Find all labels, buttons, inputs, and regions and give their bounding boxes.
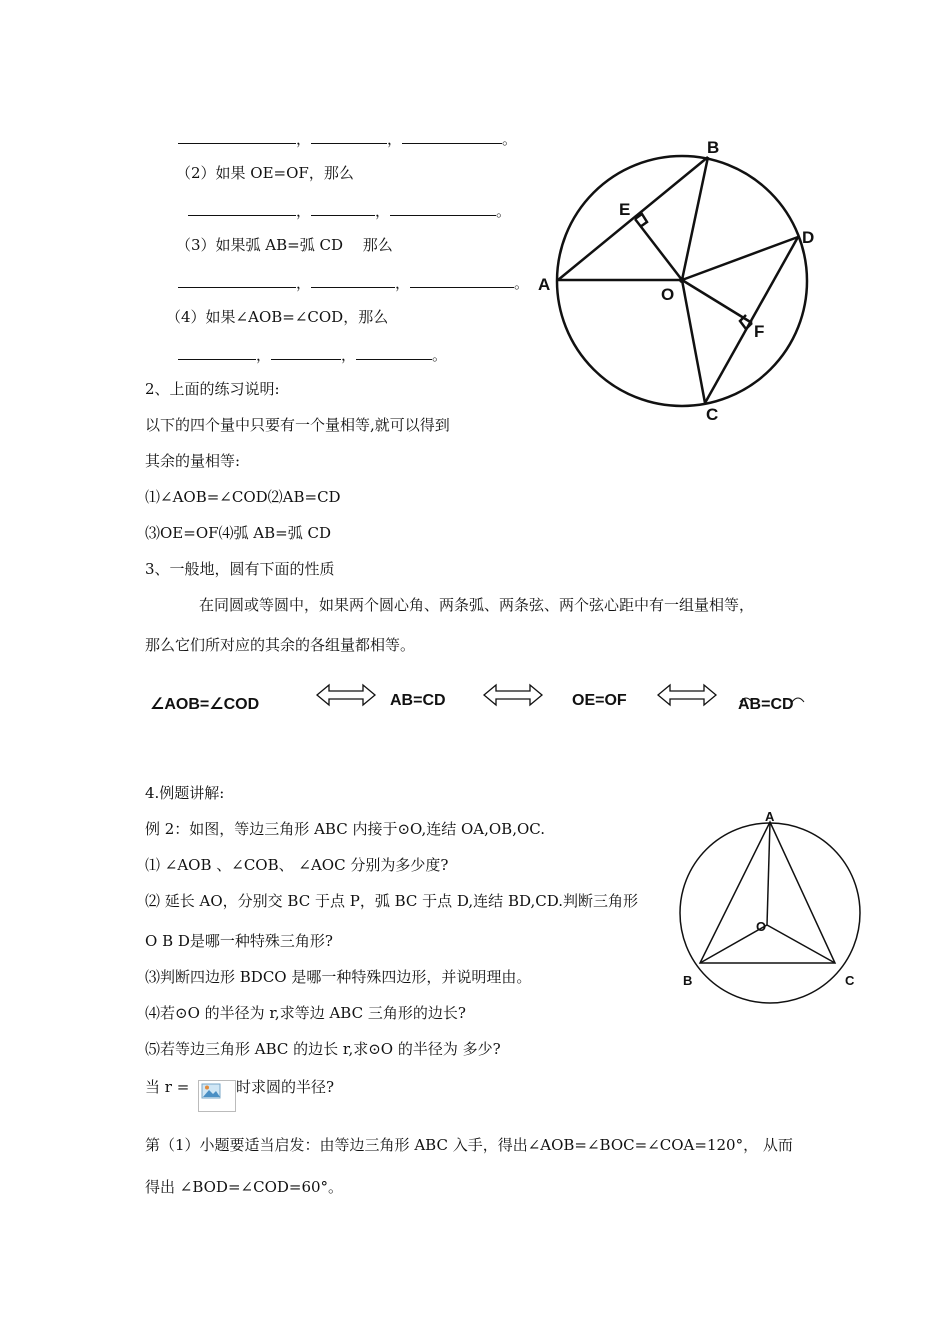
label-B: B <box>683 973 693 988</box>
label-D: D <box>802 228 815 247</box>
figure-inscribed-triangle <box>670 805 885 1005</box>
when-prefix: 当 r = <box>145 1078 190 1096</box>
label-F: F <box>754 322 765 341</box>
label-O: O <box>756 919 767 934</box>
section2-line3: ⑴∠AOB=∠COD⑵AB=CD <box>145 488 341 506</box>
arc-mark-icon <box>738 692 808 706</box>
double-arrow-icon <box>315 683 377 707</box>
label-C: C <box>706 405 719 424</box>
hint-line1: 第（1）小题要适当启发：由等边三角形 ABC 入手，得出∠AOB=∠BOC=∠COA=120°， 从而 <box>145 1136 793 1154</box>
question-2b: O B D是哪一种特殊三角形? <box>145 932 333 950</box>
exercise-line-3: ， ， 。 <box>178 274 529 292</box>
figure-circle-chords <box>530 125 820 445</box>
when-suffix: 时求圆的半径? <box>236 1078 335 1096</box>
broken-image-icon <box>198 1080 236 1112</box>
section2-line1: 以下的四个量中只要有一个量相等,就可以得到 <box>145 416 450 434</box>
section3-para2: 那么它们所对应的其余的各组量都相等。 <box>145 636 416 654</box>
exercise-item-3: （3）如果弧 AB=弧 CD 那么 <box>176 236 393 254</box>
exercise-item-4: （4）如果∠AOB=∠COD，那么 <box>166 308 389 326</box>
question-1: ⑴ ∠AOB 、∠COB、 ∠AOC 分别为多少度? <box>145 856 449 874</box>
section2-line2: 其余的量相等: <box>145 452 241 470</box>
label-E: E <box>619 200 631 219</box>
double-arrow-icon <box>656 683 718 707</box>
exercise-item-2: （2）如果 OE=OF，那么 <box>176 164 354 182</box>
section2-line4: ⑶OE=OF⑷弧 AB=弧 CD <box>145 524 331 542</box>
exercise-line-1: ， ， 。 <box>178 130 517 148</box>
section2-heading: 2、上面的练习说明: <box>145 380 280 398</box>
section4-heading: 4.例题讲解: <box>145 784 225 802</box>
exercise-line-2: ， ， 。 <box>188 202 511 220</box>
double-arrow-icon <box>482 683 544 707</box>
equivalence-arc: AB=CD <box>738 696 794 714</box>
question-2a: ⑵ 延长 AO，分别交 BC 于点 P，弧 BC 于点 D,连结 BD,CD.判断三角形 <box>145 892 638 910</box>
section3-heading: 3、一般地，圆有下面的性质 <box>145 560 335 578</box>
label-B: B <box>707 138 720 157</box>
label-C: C <box>845 973 855 988</box>
label-O: O <box>661 285 675 304</box>
question-3: ⑶判断四边形 BDCO 是哪一种特殊四边形，并说明理由。 <box>145 968 532 986</box>
label-A: A <box>538 275 551 294</box>
equivalence-angle: ∠AOB=∠COD <box>150 696 260 713</box>
equivalence-distance: OE=OF <box>572 692 627 709</box>
section3-para1: 在同圆或等圆中，如果两个圆心角、两条弧、两条弦、两个弦心距中有一组量相等， <box>199 596 755 614</box>
equivalence-chord: AB=CD <box>390 692 446 709</box>
question-5: ⑸若等边三角形 ABC 的边长 r,求⊙O 的半径为 多少? <box>145 1040 501 1058</box>
example-statement: 例 2：如图，等边三角形 ABC 内接于⊙O,连结 OA,OB,OC. <box>145 820 545 838</box>
label-A: A <box>765 809 775 824</box>
exercise-line-4: ， ， 。 <box>178 346 447 364</box>
question-4: ⑷若⊙O 的半径为 r,求等边 ABC 三角形的边长? <box>145 1004 466 1022</box>
hint-line2: 得出 ∠BOD=∠COD=60°。 <box>145 1178 344 1196</box>
